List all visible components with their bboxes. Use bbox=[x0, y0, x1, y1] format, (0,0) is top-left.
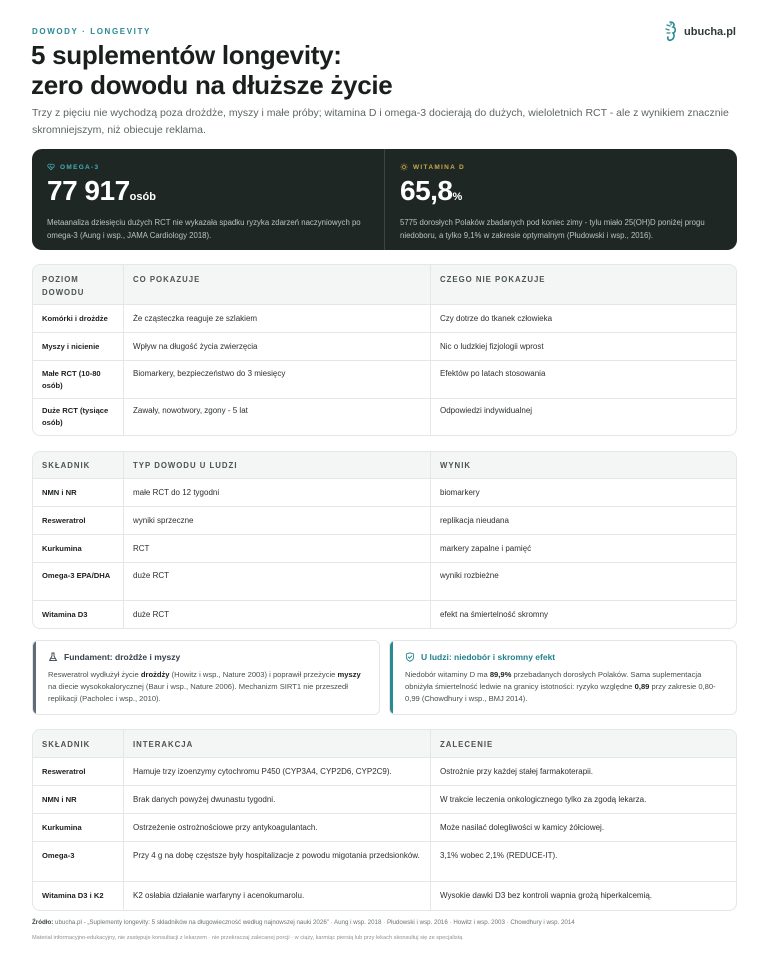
table-row bbox=[33, 479, 736, 507]
emphasis: 0,89 bbox=[634, 682, 650, 691]
brand-logo[interactable] bbox=[661, 20, 736, 44]
column-header: CO POKAZUJE bbox=[123, 265, 430, 304]
table-cell: NMN i NR bbox=[42, 488, 77, 497]
kicker: DOWODY · LONGEVITY bbox=[32, 27, 151, 36]
table-cell: Resweratrol bbox=[42, 767, 86, 776]
table-cell: Witamina D3 i K2 bbox=[42, 891, 104, 900]
callout-humans bbox=[389, 640, 737, 715]
text-run: przebadanych dorosłych Polaków. Sama suplementacja obniżyła śmiertelność ledwie na granicy istotności: ryzyko względne bbox=[405, 670, 702, 691]
table-cell: NMN i NR bbox=[42, 795, 77, 804]
table-cell: Brak danych powyżej dwunastu tygodni. bbox=[123, 786, 430, 813]
callout-body bbox=[48, 669, 367, 705]
table-cell: biomarkery bbox=[430, 479, 736, 506]
table-cell: Małe RCT (10-80 osób) bbox=[42, 369, 101, 390]
text-run: Niedobór witaminy D ma bbox=[405, 670, 490, 679]
stat-omega3 bbox=[32, 149, 384, 250]
table-cell: Odpowiedzi indywidualnej bbox=[430, 399, 736, 435]
stat-label-text: WITAMINA D bbox=[413, 163, 465, 171]
column-header: CZEGO NIE POKAZUJE bbox=[430, 265, 736, 304]
sun-icon bbox=[400, 163, 408, 171]
stat-unit: % bbox=[452, 191, 463, 203]
emphasis: myszy bbox=[337, 670, 361, 679]
table-cell: Kurkumina bbox=[42, 544, 82, 553]
column-header: INTERAKCJA bbox=[123, 730, 430, 757]
disclaimer: Materiał informacyjno-edukacyjny, nie zastępuje konsultacji z lekarzem · nie przekraczaj zalecanej porcji · w ciąży, karmiąc piersią lub przy lekach skonsultuj się ze specjalistą bbox=[32, 935, 463, 941]
table-cell: Wpływ na długość życia zwierzęcia bbox=[123, 333, 430, 360]
stat-description: Metaanaliza dziesięciu dużych RCT nie wykazała spadku ryzyka zdarzeń naczyniowych po omega-3 (Aung i wsp., JAMA Cardiology 2018). bbox=[47, 218, 361, 240]
callout-title bbox=[48, 652, 367, 662]
table-cell: Myszy i nicienie bbox=[42, 342, 100, 351]
flask-icon bbox=[48, 652, 58, 662]
lede-text: Trzy z pięciu nie wychodzą poza drożdże, myszy i małe próby; witamina D i omega-3 docierają do dużych, wieloletnich RCT - ale z wynikiem znacznie skromniejszym, niż obiecuje reklama. bbox=[32, 107, 729, 136]
stat-number: 77 917 bbox=[47, 175, 130, 206]
column-header: WYNIK bbox=[430, 452, 736, 478]
table-row bbox=[33, 882, 736, 910]
table-row bbox=[33, 535, 736, 563]
table-cell: RCT bbox=[123, 535, 430, 562]
stat-value bbox=[400, 175, 723, 213]
text-run: Resweratrol wydłużył życie bbox=[48, 670, 141, 679]
table-cell: W trakcie leczenia onkologicznego tylko za zgodą lekarza. bbox=[430, 786, 736, 813]
table-cell: Wysokie dawki D3 bez kontroli wapnia grożą hiperkalcemią. bbox=[430, 882, 736, 910]
table-cell: 3,1% wobec 2,1% (REDUCE-IT). bbox=[430, 842, 736, 881]
title-line-2: zero dowodu na dłuższe życie bbox=[31, 70, 393, 100]
callout-foundation bbox=[32, 640, 380, 715]
table-row bbox=[33, 305, 736, 333]
text-run: na diecie wysokokalorycznej (Baur i wsp., Nature 2006). Mechanizm SIRT1 nie przeszedł replikacji (Pacholec i wsp., 2010). bbox=[48, 682, 348, 703]
table-row bbox=[33, 842, 736, 882]
page-title bbox=[31, 40, 392, 100]
table-cell: Kurkumina bbox=[42, 823, 82, 832]
table-cell: wyniki sprzeczne bbox=[123, 507, 430, 534]
shield-check-icon bbox=[405, 652, 415, 662]
table-row bbox=[33, 333, 736, 361]
table-cell: Resweratrol bbox=[42, 516, 86, 525]
emphasis: 89,9% bbox=[489, 670, 512, 679]
callout-body bbox=[405, 669, 724, 705]
table-cell: Komórki i drożdże bbox=[42, 314, 108, 323]
column-header: SKŁADNIK bbox=[42, 461, 91, 470]
stat-vitamin-d bbox=[384, 149, 737, 250]
emphasis: drożdży bbox=[140, 670, 170, 679]
stat-value bbox=[47, 175, 370, 213]
table-cell: małe RCT do 12 tygodni bbox=[123, 479, 430, 506]
ingredient-evidence-table bbox=[32, 451, 737, 629]
table-row bbox=[33, 786, 736, 814]
seahorse-logo-icon bbox=[661, 20, 679, 44]
stat-description: 5775 dorosłych Polaków zbadanych pod koniec zimy - tylu miało 25(OH)D poniżej progu niedoboru, a tylko 9,1% w zakresie optymalnym (Płudowski i wsp., 2016). bbox=[400, 218, 705, 240]
source-label: Źródło: bbox=[32, 919, 54, 926]
evidence-level-table bbox=[32, 264, 737, 436]
stat-unit: osób bbox=[129, 191, 156, 203]
table-cell: Może nasilać dolegliwości w kamicy żółciowej. bbox=[430, 814, 736, 841]
table-cell: Duże RCT (tysiące osób) bbox=[42, 406, 109, 427]
table-row bbox=[33, 601, 736, 628]
table-cell: Biomarkery, bezpieczeństwo do 3 miesięcy bbox=[123, 361, 430, 398]
stat-label-text: OMEGA-3 bbox=[60, 163, 100, 171]
column-header: SKŁADNIK bbox=[42, 740, 91, 749]
table-cell: Ostrzeżenie ostrożnościowe przy antykoagulantach. bbox=[123, 814, 430, 841]
table-cell: Czy dotrze do tkanek człowieka bbox=[430, 305, 736, 332]
callout-title-text: U ludzi: niedobór i skromny efekt bbox=[421, 652, 556, 662]
callout-title-text: Fundament: drożdże i myszy bbox=[64, 652, 181, 662]
stats-panel bbox=[32, 149, 737, 250]
table-cell: wyniki rozbieżne bbox=[430, 563, 736, 600]
heart-pulse-icon bbox=[47, 163, 55, 171]
table-row bbox=[33, 507, 736, 535]
table-cell: Hamuje trzy izoenzymy cytochromu P450 (CYP3A4, CYP2D6, CYP2C9). bbox=[123, 758, 430, 785]
table-cell: duże RCT bbox=[123, 563, 430, 600]
table-cell: Efektów po latach stosowania bbox=[430, 361, 736, 398]
table-header bbox=[33, 730, 736, 758]
table-cell: Omega-3 bbox=[42, 851, 75, 860]
table-cell: K2 osłabia działanie warfaryny i acenokumarolu. bbox=[123, 882, 430, 910]
stat-label bbox=[400, 163, 723, 171]
table-cell: markery zapalne i pamięć bbox=[430, 535, 736, 562]
table-row bbox=[33, 361, 736, 399]
brand-name: ubucha.pl bbox=[684, 26, 736, 38]
source-note bbox=[32, 919, 575, 926]
callout-title bbox=[405, 652, 724, 662]
title-line-1: 5 suplementów longevity: bbox=[31, 40, 342, 70]
table-row bbox=[33, 563, 736, 601]
table-cell: Omega-3 EPA/DHA bbox=[42, 571, 111, 580]
column-header: POZIOM DOWODU bbox=[42, 275, 85, 297]
table-cell: Nic o ludzkiej fizjologii wprost bbox=[430, 333, 736, 360]
interaction-table bbox=[32, 729, 737, 911]
table-cell: efekt na śmiertelność skromny bbox=[430, 601, 736, 628]
table-cell: Że cząsteczka reaguje ze szlakiem bbox=[123, 305, 430, 332]
column-header: ZALECENIE bbox=[430, 730, 736, 757]
table-row bbox=[33, 758, 736, 786]
stat-label bbox=[47, 163, 370, 171]
table-cell: Witamina D3 bbox=[42, 610, 88, 619]
table-header bbox=[33, 452, 736, 479]
table-cell: Przy 4 g na dobę częstsze były hospitalizacje z powodu migotania przedsionków. bbox=[123, 842, 430, 881]
table-header bbox=[33, 265, 736, 305]
column-header: TYP DOWODU U LUDZI bbox=[123, 452, 430, 478]
stat-number: 65,8 bbox=[400, 175, 453, 206]
text-run: (Howitz i wsp., Nature 2003) i poprawił przeżycie bbox=[169, 670, 338, 679]
text-run: przy zakresie 0,80-0,99 (Chowdhury i wsp., BMJ 2014). bbox=[405, 682, 716, 703]
table-row bbox=[33, 399, 736, 435]
table-row bbox=[33, 814, 736, 842]
table-cell: Zawały, nowotwory, zgony - 5 lat bbox=[123, 399, 430, 435]
table-cell: duże RCT bbox=[123, 601, 430, 628]
source-text: ubucha.pl - „Suplementy longevity: 5 składników na długowieczność według najnowszej nauki 2026” · Aung i wsp. 2018 · Płudowski i wsp. 2016 · Howitz i wsp. 2003 · Chowdhury i wsp. 2014 bbox=[53, 919, 575, 926]
table-cell: Ostrożnie przy każdej stałej farmakoterapii. bbox=[430, 758, 736, 785]
table-cell: replikacja nieudana bbox=[430, 507, 736, 534]
